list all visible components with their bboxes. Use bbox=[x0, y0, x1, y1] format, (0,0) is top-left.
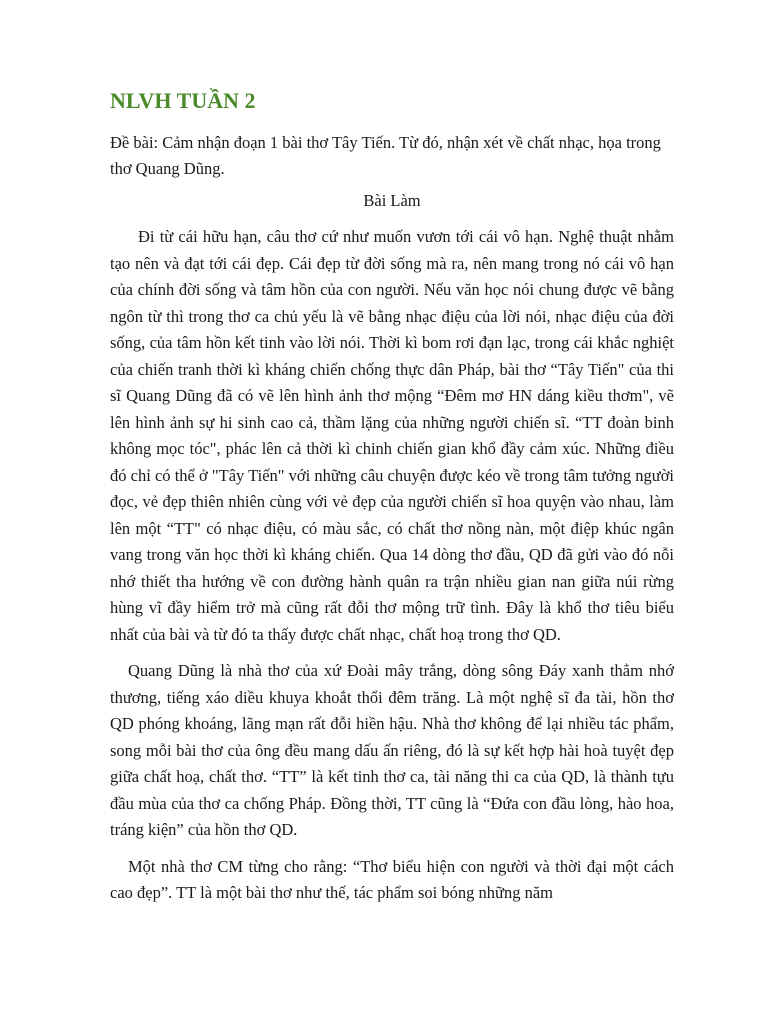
paragraph-2: Quang Dũng là nhà thơ của xứ Đoài mây trắng, dòng sông Đáy xanh thẳm nhớ thương, tiếng xáo diều khuya khoắt thổi đêm trăng. Là một nghệ sĩ đa tài, hồn thơ QD phóng khoáng, lãng mạn rất đỗi hiền hậu. Nhà thơ không để lại nhiều tác phẩm, song mỗi bài thơ của ông đều mang dấu ấn riêng, đó là sự kết hợp hài hoà tuyệt đẹp giữa chất hoạ, chất thơ. “TT” là kết tinh thơ ca, tài năng thi ca của QD, là thành tựu đầu mùa của thơ ca chống Pháp. Đồng thời, TT cũng là “Đứa con đầu lòng, hào hoa, tráng kiện” của hồn thơ QD. bbox=[110, 661, 674, 839]
essay-heading: Bài Làm bbox=[363, 191, 421, 210]
document-title: NLVH TUẦN 2 bbox=[110, 88, 256, 113]
paragraph-3: Một nhà thơ CM từng cho rằng: “Thơ biểu hiện con người và thời đại một cách cao đẹp”. TT là một bài thơ như thế, tác phẩm soi bóng những năm bbox=[110, 856, 674, 902]
essay-prompt: Đề bài: Cảm nhận đoạn 1 bài thơ Tây Tiến. Từ đó, nhận xét về chất nhạc, họa trong thơ Quang Dũng. bbox=[110, 133, 661, 178]
paragraph-1: Đi từ cái hữu hạn, câu thơ cứ như muốn vươn tới cái vô hạn. Nghệ thuật nhằm tạo nên và đạt tới cái đẹp. Cái đẹp từ đời sống mà ra, nên mang trong nó cái vô hạn của chính đời sống và tâm hồn của con người. Nếu văn học nói chung được vẽ bằng ngôn từ thì trong thơ ca chủ yếu là vẽ bằng nhạc điệu của lời nói, nhạc điệu của đời sống, của tâm hồn kết tinh vào lời nói. Thời kì bom rơi đạn lạc, trong cái khắc nghiệt của chiến tranh thời kì kháng chiến chống thực dân Pháp, bài thơ “Tây Tiến" của thi sĩ Quang Dũng đã có vẽ lên hình ảnh thơ mộng “Đêm mơ HN dáng kiều thơm", vẽ lên hình ảnh sự hi sinh cao cả, thầm lặng của những người chiến sĩ. “TT đoàn binh không mọc tóc", phác lên cả thời kì chinh chiến gian khổ đầy cảm xúc. Những điều đó chỉ có thể ở "Tây Tiến" với những câu chuyện được kéo về trong tâm tưởng người đọc, vẻ đẹp thiên nhiên cùng với vẻ đẹp của người chiến sĩ hoa quyện vào nhau, làm lên một “TT" có nhạc điệu, có màu sắc, có chất thơ nồng nàn, một điệp khúc ngân vang trong văn học thời kì kháng chiến. Qua 14 dòng thơ đầu, QD đã gửi vào đó nỗi nhớ thiết tha hướng về con đường hành quân ra trận nhiều gian nan giữa núi rừng hùng vĩ đầy hiểm trở mà cũng rất đỗi thơ mộng trữ tình. Đây là khổ thơ tiêu biểu nhất của bài và từ đó ta thấy được chất nhạc, chất hoạ trong thơ QD. bbox=[110, 227, 674, 644]
document-page bbox=[110, 86, 674, 917]
